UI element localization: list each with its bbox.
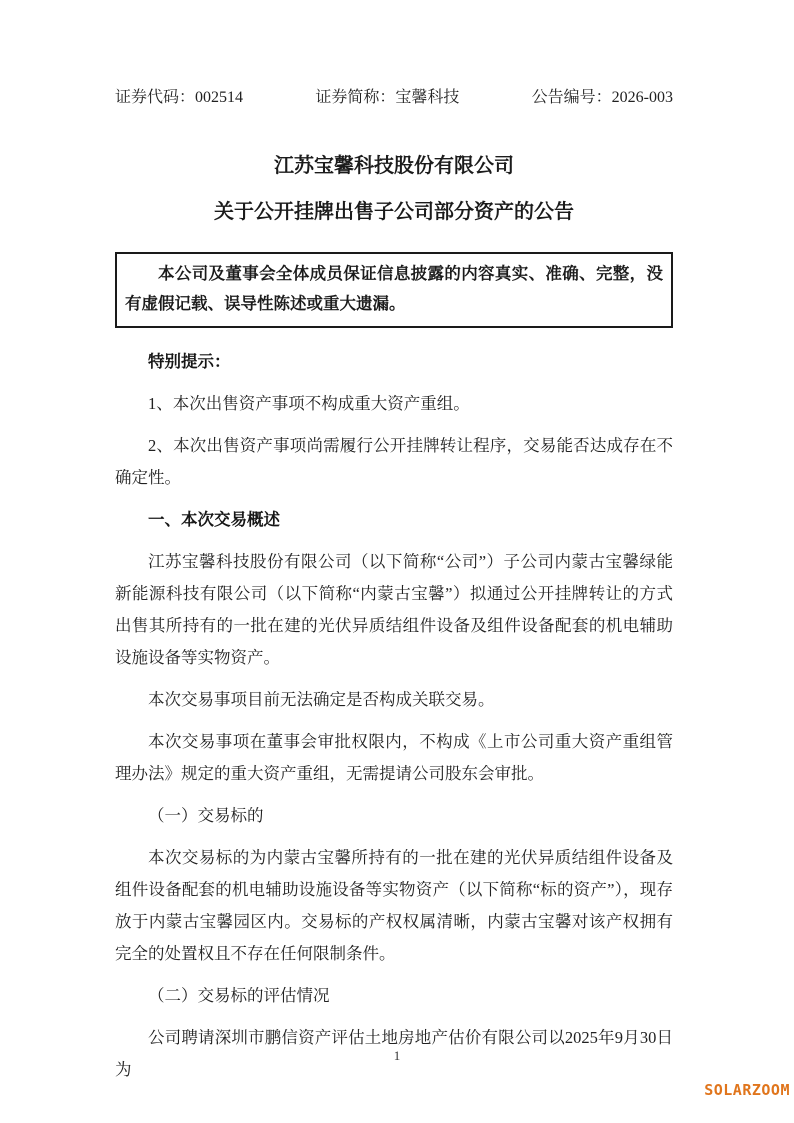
section-1-heading: 一、本次交易概述 — [148, 510, 280, 529]
paragraph-transaction-target: 本次交易标的为内蒙古宝馨所持有的一批在建的光伏异质结组件设备及组件设备配套的机电辅助设施设备等实物资产（以下简称“标的资产”），现存放于内蒙古宝馨园区内。交易标的产权权属清晰，内蒙古宝馨对该产权拥有完全的处置权且不存在任何限制条件。 — [115, 848, 673, 963]
announcement-number: 公告编号：2026-003 — [531, 89, 673, 106]
paragraph-approval-authority: 本次交易事项在董事会审批权限内，不构成《上市公司重大资产重组管理办法》规定的重大资产重组，无需提请公司股东会审批。 — [115, 732, 673, 783]
paragraph-valuation: 公司聘请深圳市鹏信资产评估土地房地产估价有限公司以2025年9月30日为 — [115, 1028, 673, 1079]
page-number: 1 — [393, 1048, 401, 1063]
stock-abbr: 证券简称：宝馨科技 — [315, 89, 460, 106]
paragraph-related-transaction: 本次交易事项目前无法确定是否构成关联交易。 — [148, 690, 495, 709]
subsection-1-heading: （一）交易标的 — [148, 806, 264, 825]
stock-code: 证券代码：002514 — [115, 89, 244, 106]
paragraph-transaction-overview: 江苏宝馨科技股份有限公司（以下简称“公司”）子公司内蒙古宝馨绿能新能源科技有限公司（以下简称“内蒙古宝馨”）拟通过公开挂牌转让的方式出售其所持有的一批在建的光伏异质结组件设备及组件设备配套的机电辅助设施设备等实物资产。 — [115, 552, 673, 667]
securities-header-row — [115, 88, 673, 108]
special-note-item-2: 2、本次出售资产事项尚需履行公开挂牌转让程序，交易能否达成存在不确定性。 — [115, 436, 673, 487]
document-body — [115, 346, 673, 1086]
subsection-2-heading: （二）交易标的评估情况 — [148, 986, 330, 1005]
disclaimer-box — [115, 252, 673, 328]
solarzoom-watermark: SOLARZOOM — [704, 1081, 790, 1099]
announcement-title: 关于公开挂牌出售子公司部分资产的公告 — [214, 201, 574, 223]
company-title: 江苏宝馨科技股份有限公司 — [274, 155, 514, 177]
disclaimer-text: 本公司及董事会全体成员保证信息披露的内容真实、准确、完整，没有虚假记载、误导性陈述或重大遗漏。 — [125, 264, 663, 313]
special-note-heading: 特别提示： — [148, 352, 231, 371]
special-note-item-1: 1、本次出售资产事项不构成重大资产重组。 — [148, 394, 470, 413]
